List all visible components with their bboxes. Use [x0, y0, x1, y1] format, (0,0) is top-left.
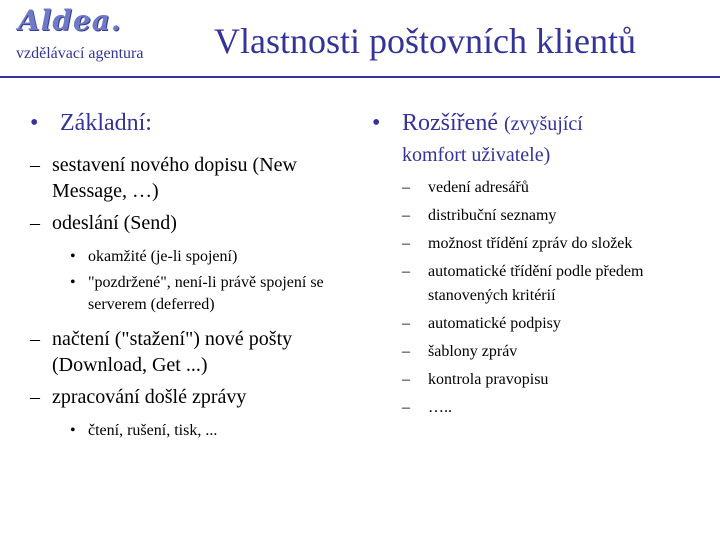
list-item-send: odeslání (Send) — [52, 212, 177, 234]
feature-folder-sorting: možnost třídění zpráv do složek — [428, 235, 633, 252]
dash-icon: – — [402, 315, 410, 332]
bullet-icon: • — [70, 274, 76, 291]
dash-icon: – — [402, 343, 410, 360]
extended-features-list — [402, 176, 672, 420]
feature-templates: šablony zpráv — [428, 343, 518, 360]
right-column — [372, 108, 672, 420]
aldea-logo: Aldea. — [18, 4, 122, 37]
list-item — [402, 176, 672, 200]
list-item-process: zpracování došlé zprávy — [52, 386, 247, 408]
feature-address-book: vedení adresářů — [428, 179, 529, 196]
send-mode-immediate: okamžité (je-li spojení) — [88, 248, 238, 265]
slide-title: Vlastnosti poštovních klientů — [214, 21, 636, 61]
feature-distribution-lists: distribuční seznamy — [428, 207, 557, 224]
bullet-icon: • — [70, 422, 76, 439]
sub-list-item — [70, 246, 350, 268]
list-item — [30, 384, 350, 410]
sub-list-item — [70, 420, 350, 442]
extended-features-note-continued: komfort uživatele) — [402, 144, 551, 166]
list-item — [402, 396, 672, 420]
dash-icon: – — [402, 179, 410, 196]
dash-icon: – — [30, 328, 40, 350]
dash-icon: – — [402, 371, 410, 388]
bullet-icon: • — [70, 248, 76, 265]
dash-icon: – — [30, 154, 40, 176]
sub-list-item — [70, 272, 350, 316]
dash-icon: – — [402, 399, 410, 416]
list-item-compose: sestavení nového dopisu (New Message, …) — [52, 154, 297, 202]
basic-features-heading — [30, 108, 350, 138]
list-item — [402, 368, 672, 392]
feature-spellcheck: kontrola pravopisu — [428, 371, 549, 388]
process-actions: čtení, rušení, tisk, ... — [88, 422, 218, 439]
dash-icon: – — [30, 212, 40, 234]
feature-more: ….. — [428, 399, 452, 416]
list-item — [402, 260, 672, 308]
agency-tagline: vzdělávací agentura — [16, 45, 144, 62]
list-item-download: načtení ("stažení") nové pošty (Download, Get ...) — [52, 328, 293, 376]
list-item — [402, 312, 672, 336]
list-item — [30, 152, 350, 204]
send-mode-deferred: "pozdržené", není-li právě spojení se serverem (deferred) — [88, 274, 324, 313]
list-item — [402, 340, 672, 364]
dash-icon: – — [402, 235, 410, 252]
list-item — [30, 326, 350, 378]
left-column — [30, 108, 350, 442]
list-item — [402, 204, 672, 228]
list-item — [402, 232, 672, 256]
dash-icon: – — [402, 263, 410, 280]
dash-icon: – — [30, 386, 40, 408]
bullet-icon: • — [30, 110, 39, 136]
feature-auto-sorting: automatické třídění podle předem stanovených kritérií — [428, 263, 644, 304]
basic-features-label: Základní: — [60, 110, 152, 136]
feature-auto-signatures: automatické podpisy — [428, 315, 561, 332]
list-item — [30, 210, 350, 236]
bullet-icon: • — [372, 110, 381, 136]
dash-icon: – — [402, 207, 410, 224]
extended-features-note: (zvyšující — [503, 113, 583, 135]
title-divider — [0, 76, 720, 78]
extended-features-heading — [372, 108, 672, 170]
extended-features-label: Rozšířené — [402, 110, 498, 136]
